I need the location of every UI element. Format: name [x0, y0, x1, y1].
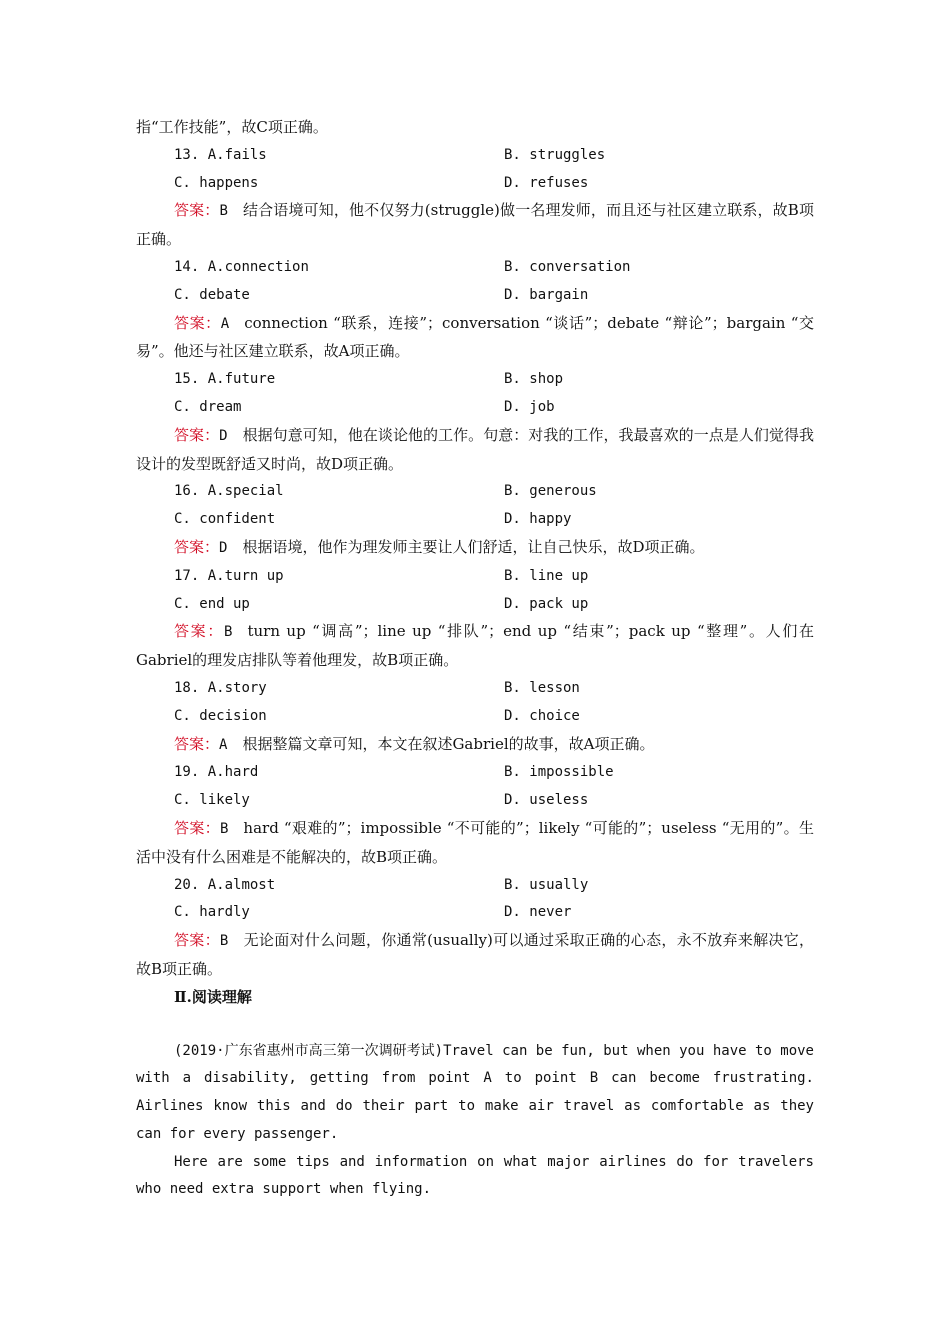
options-row [136, 142, 814, 170]
option-a [136, 142, 504, 170]
answer-explanation [136, 618, 814, 675]
option-a [136, 478, 504, 506]
option-d: D. choice [504, 707, 580, 724]
options-row [136, 703, 814, 731]
answer-label: 答案： [174, 313, 221, 332]
explanation-text: 无论面对什么问题，你通常(usually)可以通过采取正确的心态，永不放弃来解决它，故B项正确。 [136, 931, 814, 978]
top-note: 指“工作技能”，故C项正确。 [136, 118, 328, 136]
answer-explanation [136, 927, 814, 984]
explanation-text: 根据语境，他作为理发师主要让人们舒适，让自己快乐，故D项正确。 [242, 537, 705, 556]
option-c: C. confident [174, 511, 276, 528]
option-a-text: A.hard [207, 764, 259, 781]
options-row [136, 675, 814, 703]
options-row [136, 478, 814, 506]
answer-label: 答案： [174, 734, 220, 753]
answer-label: 答案： [174, 622, 225, 641]
option-b: B. shop [504, 371, 564, 388]
option-a-text: A.turn up [207, 567, 284, 584]
option-d: D. pack up [504, 595, 589, 612]
explanation-text: 根据整篇文章可知，本文在叙述Gabriel的故事，故A项正确。 [242, 734, 655, 753]
answer-explanation [136, 815, 814, 872]
explanation-text: 根据句意可知，他在谈论他的工作。句意：对我的工作，我最喜欢的一点是人们觉得我设计的发型既舒适又时尚，故D项正确。 [136, 425, 814, 473]
option-a [136, 563, 504, 591]
question-number: 17. [174, 567, 200, 584]
option-a-text: A.connection [207, 258, 309, 275]
options-row [136, 282, 814, 310]
option-b: B. impossible [504, 764, 614, 781]
answer-explanation [136, 197, 814, 254]
answer-letter: B [219, 203, 228, 220]
answer-label: 答案： [174, 931, 220, 950]
option-a-text: A.future [207, 371, 276, 388]
answer-label: 答案： [174, 537, 220, 556]
question-number: 19. [174, 764, 200, 781]
options-row [136, 506, 814, 534]
reading-paragraph-2: Here are some tips and information on what major airlines do for travelers who need extra support when flying. [136, 1153, 814, 1198]
option-a [136, 254, 504, 282]
option-d: D. refuses [504, 174, 589, 191]
document-page [136, 114, 814, 1204]
question-number: 15. [174, 371, 200, 388]
option-b: B. conversation [504, 258, 631, 275]
option-a [136, 872, 504, 900]
question-number: 16. [174, 483, 200, 500]
explanation-text: connection “联系，连接”；conversation “谈话”；debate “辩论”；bargain “交易”。他还与社区建立联系，故A项正确。 [136, 313, 814, 361]
option-a-text: A.fails [207, 146, 267, 163]
options-row [136, 394, 814, 422]
question-number: 13. [174, 146, 200, 163]
options-row [136, 366, 814, 394]
answer-letter: A [220, 315, 230, 332]
answer-letter: B [224, 624, 233, 641]
answer-label: 答案： [174, 818, 220, 837]
explanation-text: hard “艰难的”；impossible “不可能的”；likely “可能的”；useless “无用的”。生活中没有什么困难是不能解决的，故B项正确。 [136, 818, 814, 866]
option-c: C. likely [174, 792, 250, 809]
options-row [136, 254, 814, 282]
option-d: D. job [504, 398, 555, 415]
section-title: Ⅱ.阅读理解 [174, 987, 252, 1006]
question-number: 14. [174, 258, 200, 275]
answer-letter: D [219, 539, 228, 556]
answer-explanation [136, 534, 814, 563]
answer-explanation [136, 731, 814, 760]
option-a [136, 675, 504, 703]
answer-explanation [136, 422, 814, 479]
option-d: D. bargain [504, 286, 589, 303]
option-c: C. happens [174, 174, 259, 191]
option-a-text: A.special [207, 483, 284, 500]
answer-explanation [136, 310, 814, 367]
options-row [136, 170, 814, 198]
answer-label: 答案： [174, 201, 220, 220]
reading-paragraph-1: (2019·广东省惠州市高三第一次调研考试)Travel can be fun, but when you have to move with a disability, getting from point A to point B can become frustrating. Airlines know this and do their part to make air travel as comfortable as they can for every passenger. [136, 1042, 814, 1142]
option-b: B. line up [504, 567, 589, 584]
option-c: C. hardly [174, 904, 250, 921]
answer-letter: D [219, 427, 228, 444]
question-number: 18. [174, 679, 200, 696]
option-a [136, 759, 504, 787]
option-d: D. useless [504, 792, 589, 809]
option-a [136, 366, 504, 394]
option-c: C. dream [174, 398, 242, 415]
option-c: C. end up [174, 595, 250, 612]
explanation-text: turn up “调高”；line up “排队”；end up “结束”；pack up “整理”。人们在Gabriel的理发店排队等着他理发，故B项正确。 [136, 622, 814, 670]
option-a-text: A.almost [207, 876, 276, 893]
section-gap [136, 1012, 814, 1038]
option-b: B. generous [504, 483, 597, 500]
options-row [136, 591, 814, 619]
option-c: C. decision [174, 707, 267, 724]
options-row [136, 759, 814, 787]
explanation-text: 结合语境可知，他不仅努力(struggle)做一名理发师，而且还与社区建立联系，故B项正确。 [136, 201, 814, 249]
option-a-text: A.story [207, 679, 267, 696]
option-d: D. happy [504, 511, 572, 528]
option-b: B. struggles [504, 146, 606, 163]
question-number: 20. [174, 876, 200, 893]
options-row [136, 899, 814, 927]
answer-label: 答案： [174, 425, 220, 444]
answer-letter: B [219, 820, 229, 837]
options-row [136, 872, 814, 900]
options-row [136, 787, 814, 815]
options-row [136, 563, 814, 591]
answer-letter: B [219, 933, 229, 950]
option-b: B. lesson [504, 679, 580, 696]
option-c: C. debate [174, 286, 250, 303]
question-list [136, 142, 814, 984]
answer-letter: A [219, 736, 228, 753]
option-b: B. usually [504, 876, 589, 893]
option-d: D. never [504, 904, 572, 921]
